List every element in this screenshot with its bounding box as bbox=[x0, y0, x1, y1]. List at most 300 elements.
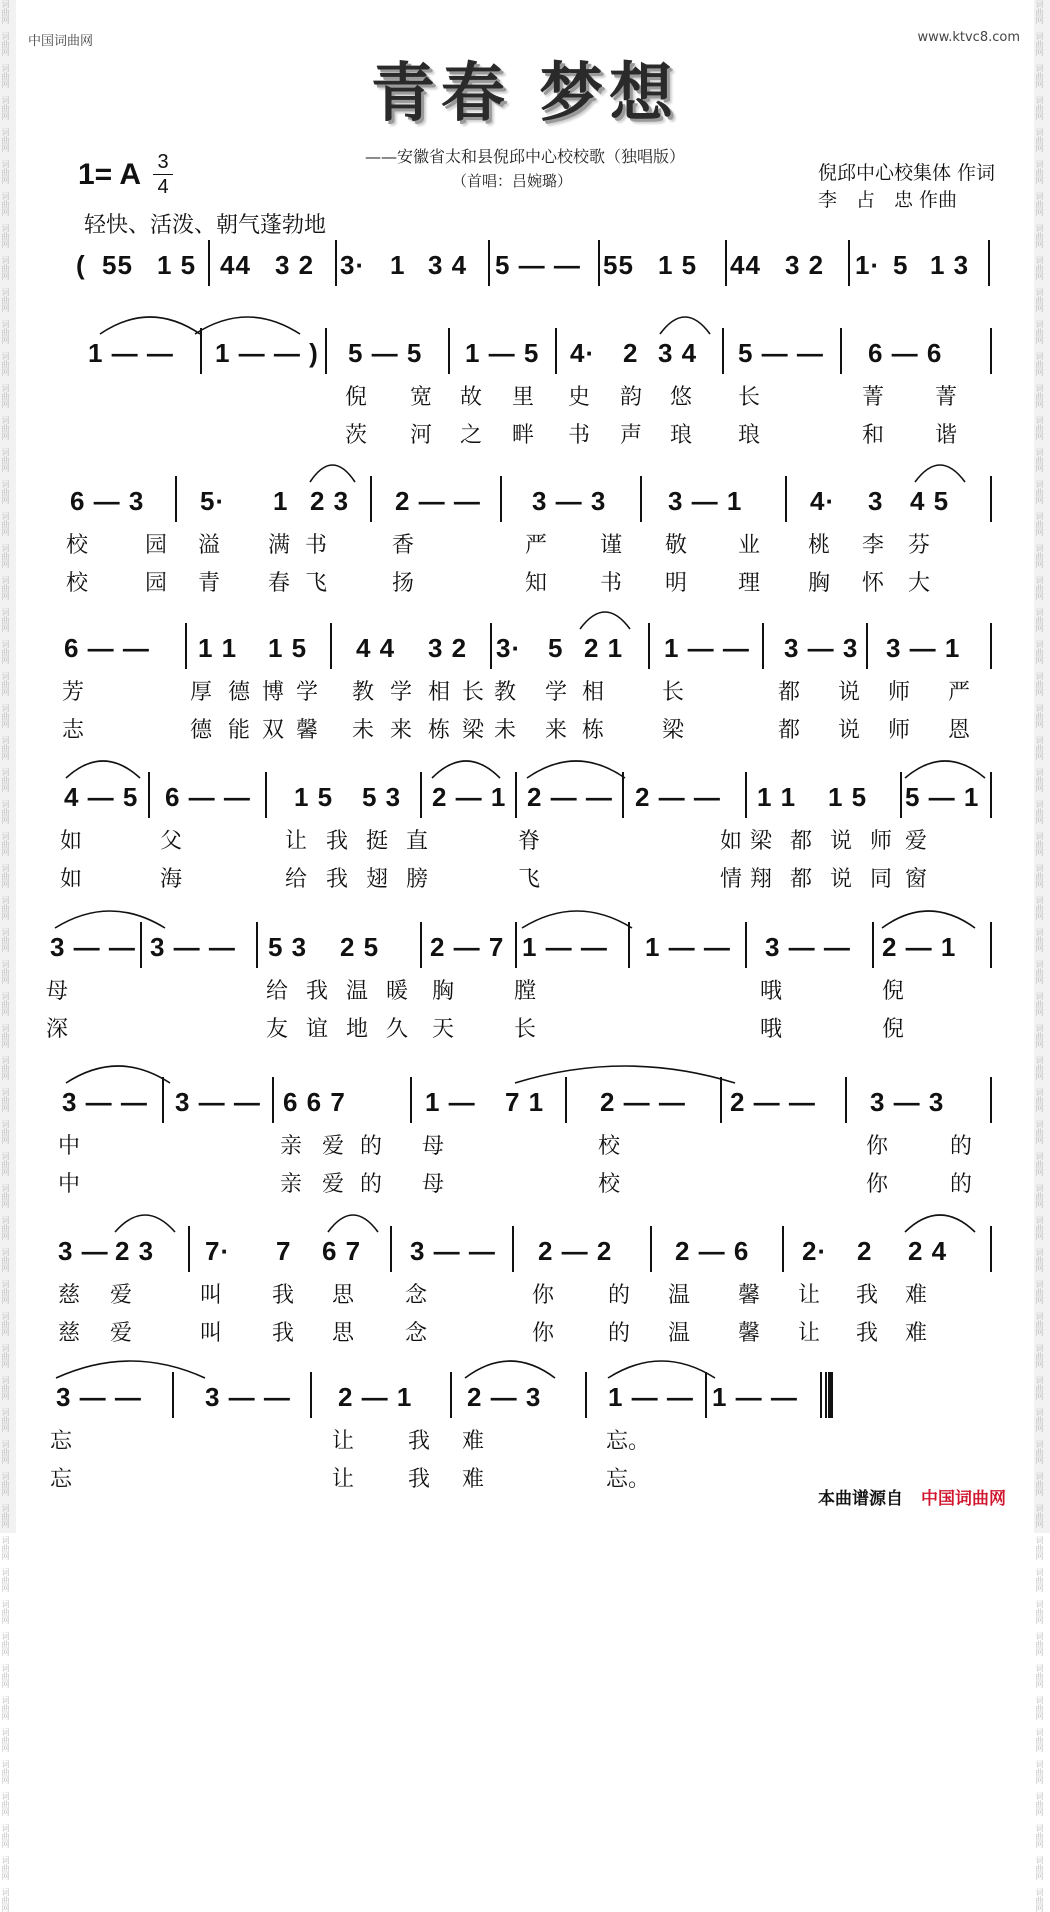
watermark-text: 词曲网 bbox=[1035, 1856, 1044, 1880]
watermark-text: 词曲网 bbox=[1035, 1376, 1044, 1400]
lyric-char: 窗 bbox=[905, 867, 928, 892]
slur-layer bbox=[0, 1342, 1050, 1382]
lyric-char: 的 bbox=[950, 1134, 973, 1159]
watermark-text: 词曲网 bbox=[1, 416, 10, 440]
note-group: 1 — bbox=[425, 1087, 476, 1117]
watermark-text: 词曲网 bbox=[1, 768, 10, 792]
bar-line bbox=[272, 1077, 274, 1123]
lyric-char: 之 bbox=[460, 423, 483, 448]
lyric-char: 我 bbox=[856, 1321, 879, 1346]
lyric-char: 忘。 bbox=[606, 1429, 651, 1454]
lyric-char: 馨 bbox=[738, 1283, 761, 1308]
watermark-text: 词曲网 bbox=[1, 640, 10, 664]
watermark-text: 词曲网 bbox=[1035, 864, 1044, 888]
watermark-text: 词曲网 bbox=[1, 1504, 10, 1528]
slur-arc bbox=[56, 1361, 205, 1378]
lyric-char: 我 bbox=[326, 867, 349, 892]
lyric-char: 我 bbox=[408, 1467, 431, 1492]
bar-line bbox=[640, 476, 642, 522]
lyric-char: 梁 bbox=[662, 718, 685, 743]
slur-arc bbox=[310, 465, 355, 482]
lyric-char: 宽 bbox=[410, 385, 433, 410]
note-group: 6 7 bbox=[322, 1236, 362, 1266]
lyric-char: 爱 bbox=[110, 1321, 133, 1346]
lyric-char: 我 bbox=[408, 1429, 431, 1454]
lyric-char: 说 bbox=[838, 718, 861, 743]
lyric-char: 翅 bbox=[366, 867, 389, 892]
lyric-char: 如 bbox=[720, 829, 743, 854]
lyric-char: 相 bbox=[582, 680, 605, 705]
lyric-char: 书 bbox=[568, 423, 591, 448]
lyric-char: 博 bbox=[262, 680, 285, 705]
lyric-char: 深 bbox=[46, 1017, 69, 1042]
lyric-char: 久 bbox=[386, 1017, 409, 1042]
lyric-char: 严 bbox=[948, 680, 971, 705]
lyric-char: 胸 bbox=[432, 979, 455, 1004]
bar-line bbox=[512, 1226, 514, 1272]
note-group: 5 — — bbox=[495, 250, 581, 280]
lyric-char: 的 bbox=[608, 1283, 631, 1308]
bar-line bbox=[325, 328, 327, 374]
watermark-text: 词曲网 bbox=[1, 1856, 10, 1880]
bar-line bbox=[555, 328, 557, 374]
bar-line bbox=[872, 922, 874, 968]
lyric-verse-2 bbox=[0, 713, 1050, 743]
watermark-text: 词曲网 bbox=[1, 128, 10, 152]
note-group: 3 — — bbox=[765, 932, 851, 962]
watermark-text: 词曲网 bbox=[1035, 384, 1044, 408]
lyric-char: 思 bbox=[332, 1283, 355, 1308]
lyric-char: 的 bbox=[360, 1134, 383, 1159]
lyric-char: 翔 bbox=[750, 867, 773, 892]
bar-line bbox=[725, 240, 727, 286]
lyric-char: 史 bbox=[568, 385, 591, 410]
lyric-char: 校 bbox=[598, 1172, 621, 1197]
note-group: 4 4 bbox=[356, 633, 396, 663]
lyric-char: 相 bbox=[428, 680, 451, 705]
bar-line bbox=[866, 623, 868, 669]
bar-line bbox=[990, 1226, 992, 1272]
note-group: 3· bbox=[496, 633, 522, 663]
lyric-char: 扬 bbox=[392, 571, 415, 596]
watermark-text: 词曲网 bbox=[1035, 800, 1044, 824]
watermark-text: 词曲网 bbox=[1035, 1632, 1044, 1656]
bar-line bbox=[490, 623, 492, 669]
lyric-char: 让 bbox=[332, 1429, 355, 1454]
note-group: 4· bbox=[570, 338, 596, 368]
bar-line bbox=[200, 328, 202, 374]
lyric-char: 中 bbox=[58, 1172, 81, 1197]
slur-layer bbox=[0, 446, 1050, 486]
note-group: 2 — 3 bbox=[467, 1382, 542, 1412]
watermark-text: 词曲网 bbox=[1035, 608, 1044, 632]
bar-line bbox=[488, 240, 490, 286]
note-group: 5· bbox=[200, 486, 226, 516]
watermark-text: 词曲网 bbox=[1035, 1408, 1044, 1432]
watermark-text: 词曲网 bbox=[1035, 1696, 1044, 1720]
watermark-text: 词曲网 bbox=[1, 160, 10, 184]
note-group: 4 5 bbox=[910, 486, 950, 516]
note-group: 3 — — bbox=[56, 1382, 142, 1412]
watermark-text: 词曲网 bbox=[1035, 1792, 1044, 1816]
watermark-text: 词曲网 bbox=[1, 1280, 10, 1304]
watermark-text: 词曲网 bbox=[1035, 1568, 1044, 1592]
lyric-char: 我 bbox=[272, 1321, 295, 1346]
note-group: 1 3 bbox=[930, 250, 970, 280]
bar-line bbox=[172, 1372, 174, 1418]
lyric-verse-1 bbox=[0, 824, 1050, 854]
lyric-char: 说 bbox=[838, 680, 861, 705]
note-group: 3 — 3 bbox=[870, 1087, 945, 1117]
watermark-text: 词曲网 bbox=[1, 1408, 10, 1432]
watermark-text: 词曲网 bbox=[1, 1696, 10, 1720]
lyric-char: 难 bbox=[905, 1283, 928, 1308]
lyric-char: 我 bbox=[272, 1283, 295, 1308]
bar-line bbox=[622, 772, 624, 818]
note-group: 3 — — bbox=[175, 1087, 261, 1117]
watermark-text: 词曲网 bbox=[1, 1024, 10, 1048]
watermark-text: 词曲网 bbox=[1, 1344, 10, 1368]
lyric-char: 未 bbox=[494, 718, 517, 743]
first-singer: （首唱：吕婉璐） bbox=[452, 172, 573, 190]
watermark-text: 词曲网 bbox=[1035, 1664, 1044, 1688]
slur-arc bbox=[660, 317, 710, 334]
watermark-text: 词曲网 bbox=[1, 608, 10, 632]
watermark-text: 词曲网 bbox=[1, 224, 10, 248]
lyric-char: 爱 bbox=[322, 1134, 345, 1159]
lyric-char: 茨 bbox=[345, 423, 368, 448]
watermark-text: 词曲网 bbox=[1035, 160, 1044, 184]
lyric-char: 能 bbox=[228, 718, 251, 743]
watermark-text: 词曲网 bbox=[1035, 1824, 1044, 1848]
watermark-text: 词曲网 bbox=[1035, 704, 1044, 728]
note-group: 1 — — bbox=[522, 932, 608, 962]
watermark-text: 词曲网 bbox=[1, 1184, 10, 1208]
note-group: 2 1 bbox=[584, 633, 624, 663]
watermark-text: 词曲网 bbox=[1, 1824, 10, 1848]
watermark-text: 词曲网 bbox=[1035, 768, 1044, 792]
lyric-char: 的 bbox=[360, 1172, 383, 1197]
lyric-char: 同 bbox=[870, 867, 893, 892]
lyric-char: 挺 bbox=[366, 829, 389, 854]
final-bar-line bbox=[828, 1372, 833, 1418]
lyric-verse-1 bbox=[0, 675, 1050, 705]
lyric-char: 教 bbox=[494, 680, 517, 705]
note-group: 3 — — bbox=[205, 1382, 291, 1412]
bar-line bbox=[140, 922, 142, 968]
lyric-char: 里 bbox=[512, 385, 535, 410]
lyric-char: 中 bbox=[58, 1134, 81, 1159]
lyric-char: 溢 bbox=[198, 533, 221, 558]
watermark-text: 词曲网 bbox=[1035, 416, 1044, 440]
note-group: 2 — 1 bbox=[338, 1382, 413, 1412]
bar-line bbox=[722, 328, 724, 374]
watermark-text: 词曲网 bbox=[1, 1120, 10, 1144]
note-group: 2 — 6 bbox=[675, 1236, 750, 1266]
note-group: 5 bbox=[893, 250, 909, 280]
lyric-char: 德 bbox=[228, 680, 251, 705]
watermark-text: 词曲网 bbox=[1035, 1888, 1044, 1912]
watermark-text: 词曲网 bbox=[1035, 288, 1044, 312]
watermark-text: 词曲网 bbox=[1, 320, 10, 344]
composer-credit: 李 占 忠 作曲 bbox=[818, 189, 958, 211]
lyric-char: 长 bbox=[738, 385, 761, 410]
watermark-text: 词曲网 bbox=[1, 544, 10, 568]
note-group: 3 4 bbox=[658, 338, 698, 368]
watermark-text: 词曲网 bbox=[1035, 672, 1044, 696]
key-signature: 1= A bbox=[78, 158, 142, 191]
note-group: 1 — — bbox=[88, 338, 174, 368]
watermark-text: 词曲网 bbox=[1, 1248, 10, 1272]
note-group: 1 — — ) bbox=[215, 338, 319, 368]
note-group: 5 — 5 bbox=[348, 338, 423, 368]
watermark-text: 词曲网 bbox=[1, 1760, 10, 1784]
watermark-text: 词曲网 bbox=[1035, 1248, 1044, 1272]
watermark-text: 词曲网 bbox=[1035, 32, 1044, 56]
slur-arc bbox=[905, 1215, 975, 1232]
note-group: 55 bbox=[102, 250, 133, 280]
lyric-char: 满 bbox=[268, 533, 291, 558]
note-group: 3 — 3 bbox=[784, 633, 859, 663]
bar-line bbox=[185, 623, 187, 669]
lyric-char: 友 bbox=[266, 1017, 289, 1042]
lyric-char: 书 bbox=[305, 533, 328, 558]
watermark-text: 词曲网 bbox=[1, 32, 10, 56]
watermark-text: 词曲网 bbox=[1035, 1216, 1044, 1240]
watermark-text: 词曲网 bbox=[1, 1440, 10, 1464]
lyric-char: 校 bbox=[66, 533, 89, 558]
lyric-char: 母 bbox=[46, 979, 69, 1004]
watermark-text: 词曲网 bbox=[1035, 128, 1044, 152]
bar-line bbox=[330, 623, 332, 669]
lyric-char: 父 bbox=[160, 829, 183, 854]
note-line bbox=[0, 1087, 1050, 1127]
time-denominator: 4 bbox=[157, 176, 169, 198]
slur-arc bbox=[580, 612, 630, 629]
lyric-char: 桃 bbox=[808, 533, 831, 558]
lyric-char: 海 bbox=[160, 867, 183, 892]
watermark-text: 词曲网 bbox=[1, 192, 10, 216]
watermark-text: 词曲网 bbox=[1035, 1440, 1044, 1464]
note-group: 1 1 bbox=[198, 633, 238, 663]
lyric-char: 香 bbox=[392, 533, 415, 558]
bar-line bbox=[820, 1372, 822, 1418]
bar-line bbox=[390, 1226, 392, 1272]
slur-arc bbox=[527, 761, 625, 778]
note-group: 5 3 bbox=[362, 782, 402, 812]
lyric-char: 暖 bbox=[386, 979, 409, 1004]
slur-arc bbox=[905, 761, 985, 778]
lyric-verse-1 bbox=[0, 974, 1050, 1004]
note-group: 1 — — bbox=[712, 1382, 798, 1412]
note-group: 1· bbox=[855, 250, 881, 280]
watermark-text: 词曲网 bbox=[1, 1600, 10, 1624]
watermark-text: 词曲网 bbox=[1, 512, 10, 536]
note-line bbox=[0, 338, 1050, 378]
note-line bbox=[0, 1236, 1050, 1276]
lyric-char: 都 bbox=[790, 829, 813, 854]
note-group: 5 bbox=[548, 633, 564, 663]
lyric-verse-1 bbox=[0, 1424, 1050, 1454]
note-group: 2 — — bbox=[635, 782, 721, 812]
bar-line bbox=[990, 772, 992, 818]
lyric-char: 厚 bbox=[190, 680, 213, 705]
note-group: 3 2 bbox=[428, 633, 468, 663]
lyric-char: 倪 bbox=[882, 1017, 905, 1042]
note-group: 2 3 bbox=[115, 1236, 155, 1266]
slur-layer bbox=[0, 742, 1050, 782]
lyric-verse-1 bbox=[0, 1129, 1050, 1159]
watermark-text: 词曲网 bbox=[1035, 832, 1044, 856]
watermark-text: 词曲网 bbox=[1, 672, 10, 696]
note-line bbox=[0, 486, 1050, 526]
watermark-text: 词曲网 bbox=[1, 1888, 10, 1912]
bar-line bbox=[840, 328, 842, 374]
lyric-char: 叫 bbox=[200, 1283, 223, 1308]
lyric-char: 飞 bbox=[305, 571, 328, 596]
lyric-char: 菁 bbox=[862, 385, 885, 410]
lyric-char: 李 bbox=[862, 533, 885, 558]
lyric-char: 谊 bbox=[306, 1017, 329, 1042]
watermark-text: 词曲网 bbox=[1, 1536, 10, 1560]
lyric-char: 学 bbox=[545, 680, 568, 705]
lyric-char: 怀 bbox=[862, 571, 885, 596]
note-group: 6 — 6 bbox=[868, 338, 943, 368]
watermark-text: 词曲网 bbox=[1, 992, 10, 1016]
lyric-char: 难 bbox=[462, 1429, 485, 1454]
bar-line bbox=[148, 772, 150, 818]
watermark-text: 词曲网 bbox=[1035, 0, 1044, 24]
lyric-char: 直 bbox=[406, 829, 429, 854]
bar-line bbox=[310, 1372, 312, 1418]
lyric-char: 芳 bbox=[62, 680, 85, 705]
slur-arc bbox=[55, 911, 165, 928]
footer-brand: 中国词曲网 bbox=[921, 1489, 1006, 1509]
note-group: 7 1 bbox=[505, 1087, 545, 1117]
lyric-char: 让 bbox=[798, 1283, 821, 1308]
watermark-text: 词曲网 bbox=[1, 352, 10, 376]
watermark-text: 词曲网 bbox=[1, 1056, 10, 1080]
lyric-char: 知 bbox=[525, 571, 548, 596]
note-group: 6 — — bbox=[64, 633, 150, 663]
lyric-char: 馨 bbox=[738, 1321, 761, 1346]
score-row bbox=[0, 932, 1050, 1062]
lyric-char: 你 bbox=[866, 1134, 889, 1159]
lyric-verse-1 bbox=[0, 528, 1050, 558]
slur-arc bbox=[100, 317, 200, 334]
bar-line bbox=[988, 240, 990, 286]
watermark-text: 词曲网 bbox=[1035, 1280, 1044, 1304]
note-group: 3 — — bbox=[150, 932, 236, 962]
watermark-text: 词曲网 bbox=[1035, 448, 1044, 472]
watermark-text: 词曲网 bbox=[1035, 480, 1044, 504]
lyric-char: 让 bbox=[332, 1467, 355, 1492]
watermark-text: 词曲网 bbox=[1, 576, 10, 600]
note-group: 6 — — bbox=[165, 782, 251, 812]
watermark-text: 词曲网 bbox=[1, 256, 10, 280]
lyric-char: 慈 bbox=[58, 1321, 81, 1346]
slur-arc bbox=[66, 1066, 170, 1083]
watermark-text: 词曲网 bbox=[1035, 1184, 1044, 1208]
note-group: 2 bbox=[857, 1236, 873, 1266]
lyric-char: 栋 bbox=[428, 718, 451, 743]
note-group: 2 — 1 bbox=[432, 782, 507, 812]
note-group: 1 — — bbox=[645, 932, 731, 962]
watermark-text: 词曲网 bbox=[1035, 1728, 1044, 1752]
note-group: 2· bbox=[802, 1236, 828, 1266]
note-line bbox=[0, 932, 1050, 972]
note-group: 2 5 bbox=[340, 932, 380, 962]
bar-line bbox=[585, 1372, 587, 1418]
note-group: 1 bbox=[390, 250, 406, 280]
lyric-char: 念 bbox=[405, 1321, 428, 1346]
watermark-text: 词曲网 bbox=[1035, 992, 1044, 1016]
note-group: 3 bbox=[868, 486, 884, 516]
lyric-char: 故 bbox=[460, 385, 483, 410]
note-group: 2 — — bbox=[730, 1087, 816, 1117]
watermark-text: 词曲网 bbox=[1, 64, 10, 88]
watermark-text: 词曲网 bbox=[1035, 256, 1044, 280]
lyric-char: 我 bbox=[326, 829, 349, 854]
slur-layer bbox=[0, 593, 1050, 633]
bar-line bbox=[256, 922, 258, 968]
watermark-text: 词曲网 bbox=[1, 928, 10, 952]
note-group: 3 — 1 bbox=[668, 486, 743, 516]
watermark-text: 词曲网 bbox=[1035, 320, 1044, 344]
lyric-char: 脊 bbox=[518, 829, 541, 854]
lyric-char: 长 bbox=[462, 680, 485, 705]
watermark-text: 词曲网 bbox=[1, 384, 10, 408]
note-group: 5 3 bbox=[268, 932, 308, 962]
lyric-char: 业 bbox=[738, 533, 761, 558]
lyric-char: 难 bbox=[462, 1467, 485, 1492]
note-group: 1 5 bbox=[658, 250, 698, 280]
lyric-char: 志 bbox=[62, 718, 85, 743]
watermark-text: 词曲网 bbox=[1035, 1504, 1044, 1528]
lyric-char: 膛 bbox=[514, 979, 537, 1004]
lyric-verse-2 bbox=[0, 566, 1050, 596]
watermark-text: 词曲网 bbox=[1035, 1312, 1044, 1336]
lyric-char: 温 bbox=[668, 1283, 691, 1308]
watermark-text: 词曲网 bbox=[1035, 352, 1044, 376]
bar-line bbox=[598, 240, 600, 286]
watermark-text: 词曲网 bbox=[1, 1376, 10, 1400]
watermark-text: 词曲网 bbox=[1035, 896, 1044, 920]
watermark-text: 词曲网 bbox=[1035, 96, 1044, 120]
watermark-text: 词曲网 bbox=[1035, 192, 1044, 216]
lyric-char: 谨 bbox=[600, 533, 623, 558]
lyric-verse-2 bbox=[0, 1167, 1050, 1197]
lyric-verse-1 bbox=[0, 380, 1050, 410]
lyric-char: 说 bbox=[830, 867, 853, 892]
note-group: 2 bbox=[623, 338, 639, 368]
lyric-char: 爱 bbox=[110, 1283, 133, 1308]
note-group: 1 5 bbox=[268, 633, 308, 663]
lyric-char: 理 bbox=[738, 571, 761, 596]
song-title: 青春 梦想 bbox=[370, 56, 680, 131]
watermark-text: 词曲网 bbox=[1, 1632, 10, 1656]
watermark-text: 词曲网 bbox=[1, 960, 10, 984]
note-group: 55 bbox=[603, 250, 634, 280]
note-group: 3 — bbox=[58, 1236, 109, 1266]
lyric-char: 栋 bbox=[582, 718, 605, 743]
note-group: 2 — 1 bbox=[882, 932, 957, 962]
bar-line bbox=[762, 623, 764, 669]
watermark-text: 词曲网 bbox=[1, 832, 10, 856]
watermark-text: 词曲网 bbox=[1035, 1600, 1044, 1624]
watermark-text: 词曲网 bbox=[1, 288, 10, 312]
footer-source bbox=[818, 1484, 1006, 1509]
